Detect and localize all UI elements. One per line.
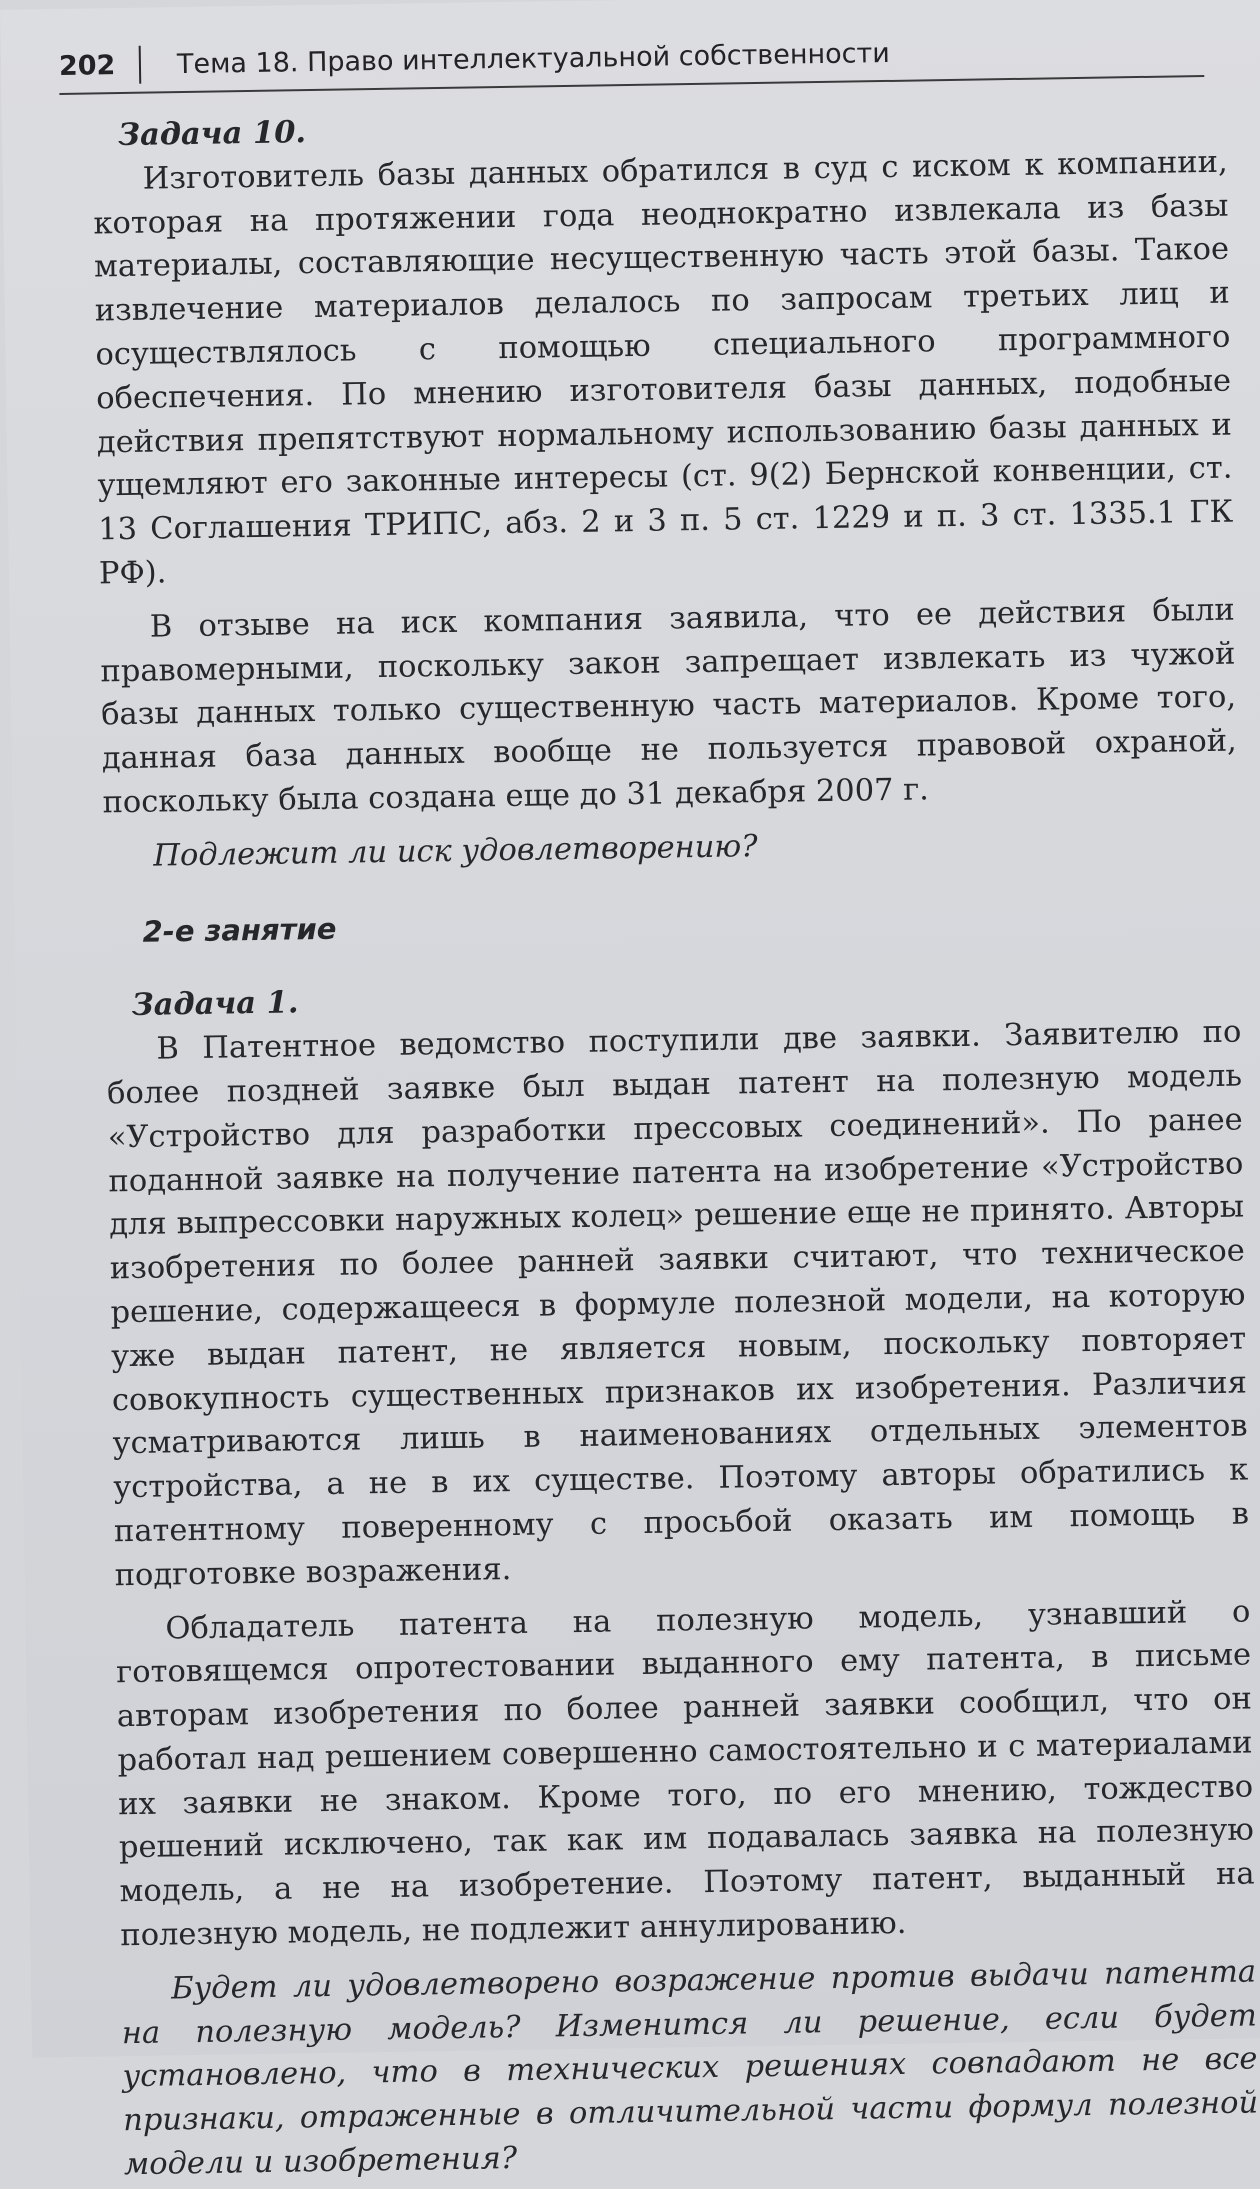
task-1-question: Будет ли удовлетворено возражение против выдачи патента на полезную модель? Изменится ли решение, если будет установлено, что в технических решениях совпадают не все признаки, отраженные в отличительной части формул полезной модели и изобретения? bbox=[121, 1954, 1259, 2183]
running-header bbox=[59, 31, 1205, 95]
task-10-heading: Задача 10. bbox=[117, 114, 307, 154]
task-1-paragraph-1: В Патентное ведомство поступили две заявки. Заявителю по более поздней заявке был выдан патент на полезную модель «Устройство для разработки прессовых соединений». По ранее поданной заявке на получение патента на изобретение «Устройство для выпрессовки наружных колец» решение еще не принято. Авторы изобретения по более ранней заявки считают, что техническое решение, содержащееся в формуле полезной модели, на которую уже выдан патент, не является новым, поскольку повторяет совокупность существенных признаков их изобретения. Различия усматриваются лишь в наименованиях отдельных элементов устройства, а не в их существе. Поэтому авторы обратились к патентному поверенному с просьбой оказать им помощь в подготовке возражения. bbox=[106, 1014, 1250, 1593]
task-10-paragraph-2: В отзыве на иск компания заявила, что ее действия были правомерными, поскольку закон запрещает извлекать из чужой базы данных только существенную часть материалов. Кроме того, данная база данных вообще не пользуется правовой охраной, поскольку была создана еще до 31 декабря 2007 г. bbox=[100, 592, 1237, 821]
page-number: 202 bbox=[58, 50, 116, 82]
page-body bbox=[92, 97, 1259, 2187]
task-1-heading: Задача 1. bbox=[131, 984, 299, 1024]
task-1-paragraph-2: Обладатель патента на полезную модель, узнавший о готовящемся опротестовании выданного ему патента, в письме авторам изобретения по более ранней заявки сообщил, что он работал над решением совершенно самостоятельно и с материалами их заявки не знаком. Кроме того, по его мнению, тождество решений исключено, так как им подавалась заявка на полезную модель, а не на изобретение. Поэтому патент, выданный на полезную модель, не подлежит аннулированию. bbox=[115, 1593, 1255, 1954]
task-10-question: Подлежит ли иск удовлетворению? bbox=[153, 828, 758, 874]
task-10-paragraph-1: Изготовитель базы данных обратился в суд с иском к компании, которая на протяжении года неоднократно извлекала из базы материалы, составляющие несущественную часть этой базы. Такое извлечение материалов делалось по запросам третьих лиц и осуществлялось с помощью специального программного обеспечения. По мнению изготовителя базы данных, подобные действия препятствуют нормальному использованию базы данных и ущемляют его законные интересы (ст. 9(2) Бернской конвенции, ст. 13 Соглашения ТРИПС, абз. 2 и 3 п. 5 ст. 1229 и п. 3 ст. 1335.1 ГК РФ). bbox=[93, 144, 1234, 592]
header-divider bbox=[139, 46, 142, 84]
session-2-heading: 2-е занятие bbox=[142, 911, 337, 949]
running-title: Тема 18. Право интеллектуальной собственности bbox=[176, 37, 891, 81]
